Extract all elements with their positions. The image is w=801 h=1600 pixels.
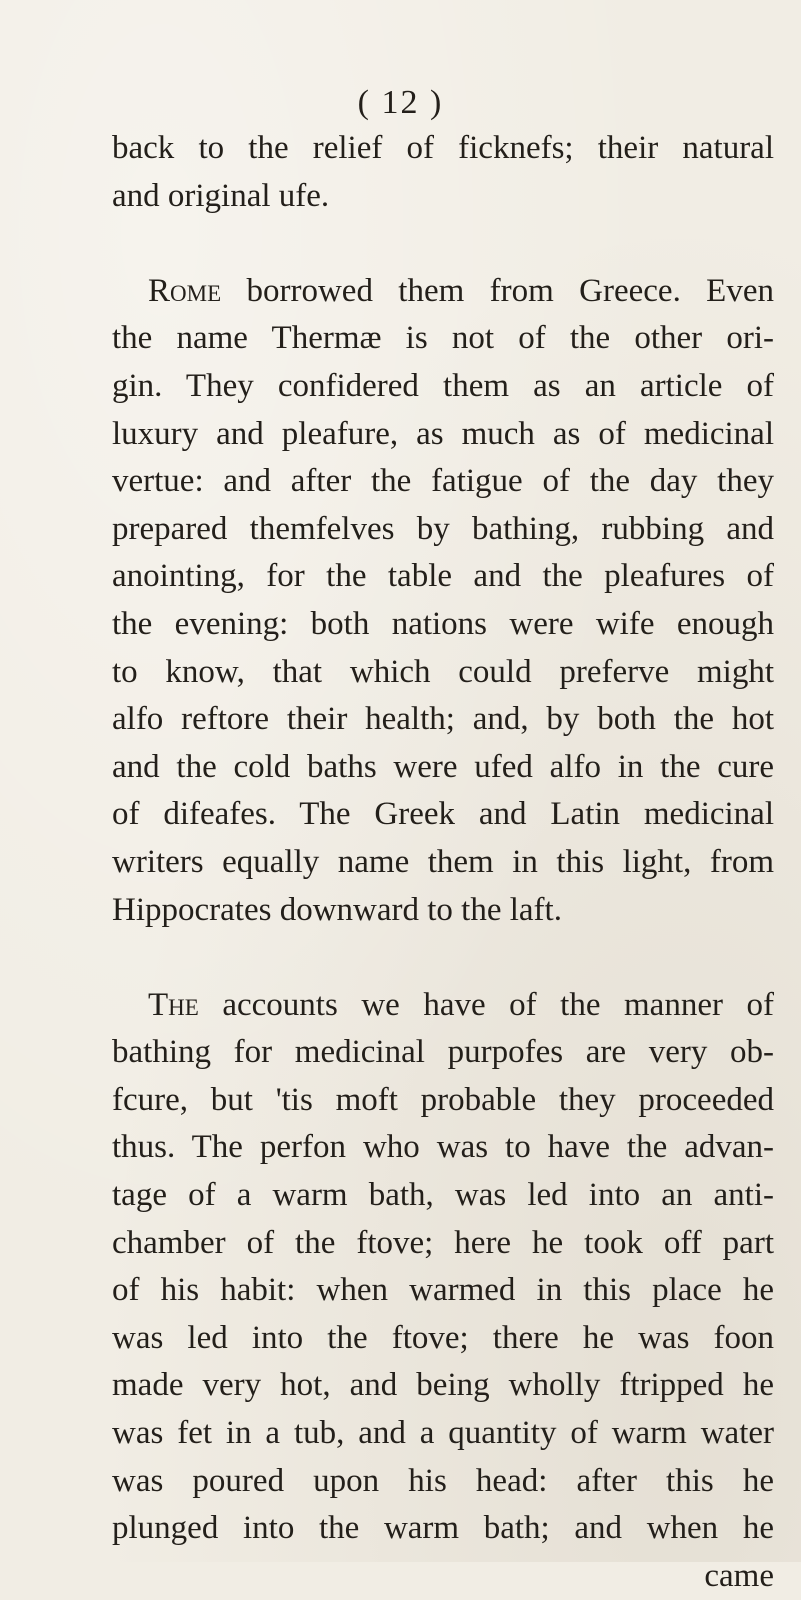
paragraph-gap [112,934,774,982]
text-line: was poured upon his head: after this he [112,1462,774,1499]
text-line: tage of a warm bath, was led into an anti- [112,1177,774,1214]
text-line: writers equally name them in this light, from [112,843,774,880]
paragraph [112,982,774,1553]
body-text [112,125,774,1600]
text-line: the evening: both nations were wife enough [112,605,774,642]
text-line: the name Thermæ is not of the other ori- [112,320,774,357]
lead-word: The [148,986,199,1023]
text-line: of his habit: when warmed in this place he [112,1272,774,1309]
text-line: bathing for medicinal purpofes are very ob- [112,1034,774,1071]
text-line: made very hot, and being wholly ftripped he [112,1367,774,1404]
text-line: alfo reftore their health; and, by both the hot [112,701,774,738]
text-line: and original ufe. [112,177,330,214]
text-line: back to the relief of ficknefs; their natural [112,130,774,166]
text-line: Hippocrates downward to the laft. [112,891,562,928]
text-line: prepared themfelves by bathing, rubbing and [112,510,774,547]
text-line: thus. The perfon who was to have the advan- [112,1129,774,1166]
paragraph [112,125,774,220]
text-line: vertue: and after the fatigue of the day they [112,463,774,500]
page-number: ( 12 ) [357,84,444,121]
text-line: to know, that which could preferve might [112,653,774,690]
text-line: luxury and pleafure, as much as of medicinal [112,415,774,452]
paragraph-gap [112,220,774,268]
text-line: was fet in a tub, and a quantity of warm water [112,1415,774,1452]
text-line: chamber of the ftove; here he took off part [112,1224,774,1261]
text-line: and the cold baths were ufed alfo in the cure [112,748,774,785]
text-line: anointing, for the table and the pleafures of [112,558,774,595]
text-line [112,982,774,1030]
text-line [112,268,774,316]
text-line: plunged into the warm bath; and when he [112,1510,774,1547]
text-line: fcure, but 'tis moft probable they proceeded [112,1081,774,1118]
text-line: of difeafes. The Greek and Latin medicinal [112,796,774,833]
paragraph [112,268,774,934]
text-line-rest: accounts we have of the manner of [198,986,774,1023]
text-line: gin. They confidered them as an article of [112,367,774,404]
text-line: was led into the ftove; there he was foon [112,1319,774,1356]
catchword: came [704,1557,774,1594]
lead-word: Rome [148,272,222,309]
text-line-rest: borrowed them from Greece. Even [221,272,774,309]
